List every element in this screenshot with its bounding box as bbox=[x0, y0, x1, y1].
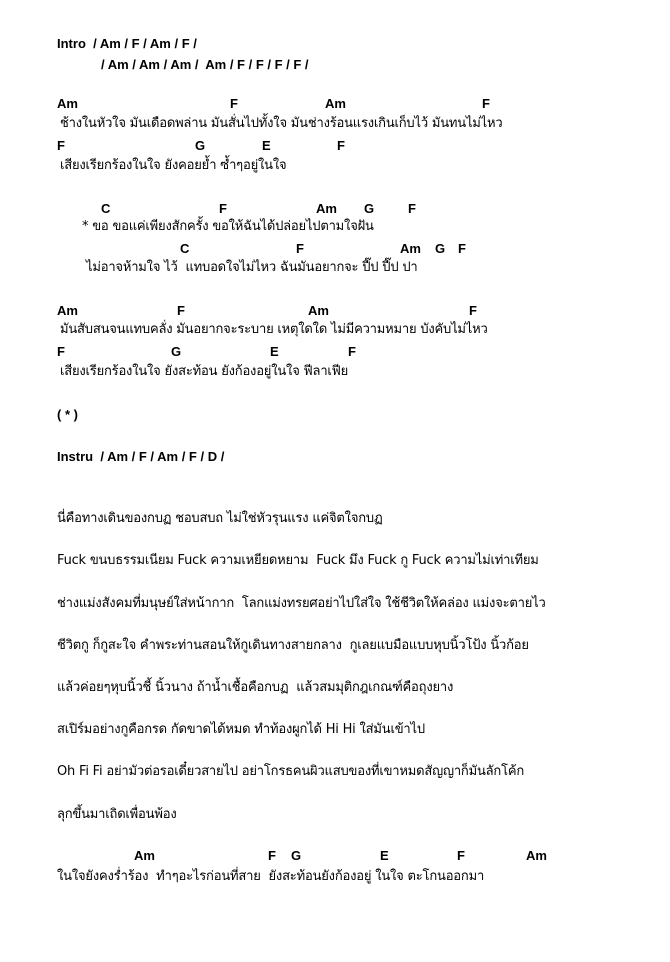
chord: Am bbox=[325, 96, 346, 111]
rap-line-1: นี่คือทางเดินของกบฏ ชอบสบถ ไม่ใช่หัวรุนแรง แค่จิตใจกบฏ bbox=[57, 511, 383, 526]
chord: F bbox=[469, 303, 477, 318]
chord: F bbox=[337, 138, 345, 153]
chord: F bbox=[230, 96, 238, 111]
intro-line-2: / Am / Am / Am / Am / F / F / F / F / bbox=[101, 57, 309, 72]
chord: F bbox=[177, 303, 185, 318]
chord: Am bbox=[400, 241, 421, 256]
chorus-chord-row-1 bbox=[0, 202, 670, 218]
rap-line-7: Oh Fi Fi อย่ามัวต่อรอเดี๋ยวสายไป อย่าโกรธคนผิวแสบของที่เขาหมดสัญญาก็มันลักโค้ก bbox=[57, 764, 525, 779]
chord: F bbox=[458, 241, 466, 256]
verse1-lyric-2: เสียงเรียกร้องในใจ ยังคอยย้ำ ซ้ำๆอยู่ในใจ bbox=[60, 158, 287, 173]
chord: G bbox=[171, 344, 182, 359]
chord: Am bbox=[57, 303, 78, 318]
chord: E bbox=[262, 138, 271, 153]
chord: F bbox=[482, 96, 490, 111]
chord: Am bbox=[134, 848, 155, 863]
chord: G bbox=[195, 138, 206, 153]
rap-line-3: ช่างแม่งสังคมที่มนุษย์ใส่หน้ากาก โลกแม่งทรยศอย่าไปใส่ใจ ใช้ชีวิตให้คล่อง แม่งจะตายไว bbox=[57, 596, 546, 611]
verse2-lyric-1: มันสับสนจนแทบคลั่ง มันอยากจะระบาย เหตุใดใด ไม่มีความหมาย บังคับไม่ไหว bbox=[60, 322, 488, 337]
chord: E bbox=[380, 848, 389, 863]
verse1-chord-row-2 bbox=[0, 139, 670, 155]
chord: F bbox=[268, 848, 276, 863]
chorus-lyric-2: ไม่อาจห้ามใจ ไว้ แทบอดใจไม่ไหว ฉันมันอยากจะ ปี๊ป ปี๊ป ปา bbox=[86, 260, 418, 275]
chord: E bbox=[270, 344, 279, 359]
chord: G bbox=[291, 848, 302, 863]
chord: Am bbox=[316, 201, 337, 216]
chord: F bbox=[219, 201, 227, 216]
verse2-chord-row-2 bbox=[0, 345, 670, 361]
verse1-lyric-1: ช้างในหัวใจ มันเดือดพล่าน มันสั่นไปทั้งใจ มันช่างร้อนแรงเกินเก็บไว้ มันทนไม่ไหว bbox=[60, 116, 503, 131]
outro-lyric: ในใจยังคงร่ำร้อง ทำๆอะไรก่อนที่สาย ยังสะท้อนยังก้องอยู่ ในใจ ตะโกนออกมา bbox=[57, 869, 485, 884]
chorus-chord-row-2 bbox=[0, 242, 670, 258]
chord: F bbox=[57, 344, 65, 359]
chord: C bbox=[180, 241, 190, 256]
chord: C bbox=[101, 201, 111, 216]
chord: F bbox=[57, 138, 65, 153]
chorus-lyric-1: * ขอ ขอแค่เพียงสักครั้ง ขอให้ฉันได้ปล่อยไปตามใจฝัน bbox=[82, 219, 374, 234]
intro-line-1: Intro / Am / F / Am / F / bbox=[57, 36, 197, 51]
instrumental-line: Instru / Am / F / Am / F / D / bbox=[57, 449, 225, 464]
rap-line-8: ลุกขึ้นมาเถิดเพื่อนพ้อง bbox=[57, 807, 177, 822]
rap-line-5: แล้วค่อยๆหุบนิ้วชี้ นิ้วนาง ถ้าน้ำเชื้อคือกบฏ แล้วสมมุติกฎเกณฑ์คือถุงยาง bbox=[57, 680, 454, 695]
chorus-reference: ( * ) bbox=[57, 407, 78, 422]
chord: G bbox=[435, 241, 446, 256]
rap-line-6: สเปิร์มอย่างกูคือกรด กัดขาดได้หมด ทำท้องผูกได้ Hi Hi ใส่มันเข้าไป bbox=[57, 722, 425, 737]
rap-line-4: ชีวิตกู ก็กูสะใจ คำพระท่านสอนให้กูเดินทางสายกลาง กูเลยแบมือแบบหุบนิ้วโป้ง นิ้วก้อย bbox=[57, 638, 529, 653]
chord: G bbox=[364, 201, 375, 216]
verse1-chord-row-1 bbox=[0, 97, 670, 113]
chord: Am bbox=[57, 96, 78, 111]
rap-line-2: Fuck ขนบธรรมเนียม Fuck ความเหยียดหยาม Fuck มึง Fuck กู Fuck ความไม่เท่าเทียม bbox=[57, 553, 539, 568]
verse2-lyric-2: เสียงเรียกร้องในใจ ยังสะท้อน ยังก้องอยู่ในใจ ฟีลาเฟีย bbox=[60, 364, 349, 379]
chord: Am bbox=[526, 848, 547, 863]
chord: F bbox=[408, 201, 416, 216]
chord: F bbox=[457, 848, 465, 863]
verse2-chord-row-1 bbox=[0, 304, 670, 320]
outro-chord-row bbox=[0, 849, 670, 865]
chord: Am bbox=[308, 303, 329, 318]
chord: F bbox=[296, 241, 304, 256]
chord: F bbox=[348, 344, 356, 359]
